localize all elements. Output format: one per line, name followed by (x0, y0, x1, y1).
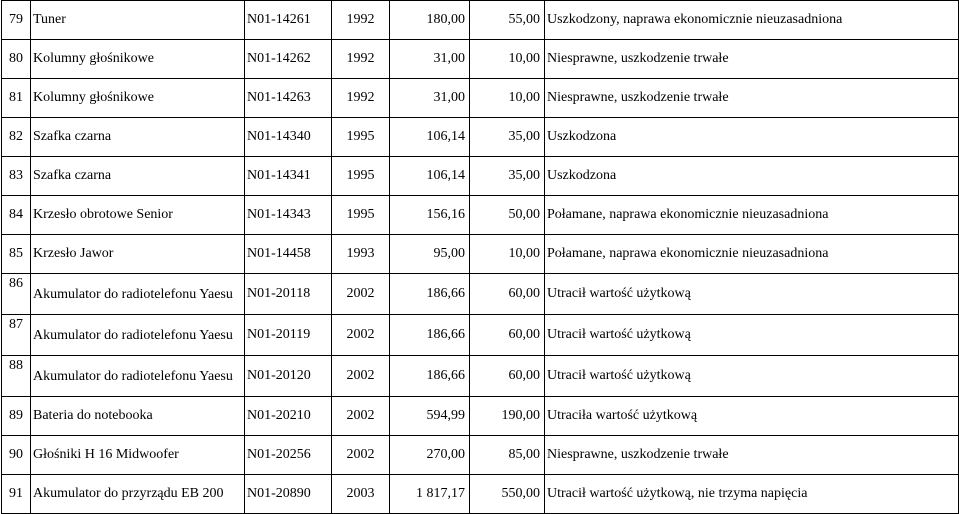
table-row (2, 397, 959, 436)
row-number-cell: 80 (2, 40, 31, 79)
current-value-cell: 55,00 (470, 1, 545, 40)
inventory-number-cell: N01-20120 (245, 356, 332, 397)
current-value-cell: 10,00 (470, 40, 545, 79)
table-row (2, 40, 959, 79)
table-row (2, 1, 959, 40)
row-number-cell: 82 (2, 118, 31, 157)
table-row (2, 118, 959, 157)
current-value-cell: 35,00 (470, 157, 545, 196)
current-value-cell: 60,00 (470, 274, 545, 315)
current-value-cell: 550,00 (470, 475, 545, 514)
item-name-cell: Kolumny głośnikowe (31, 40, 245, 79)
table-row (2, 157, 959, 196)
year-cell: 2002 (332, 397, 390, 436)
inventory-table (1, 0, 959, 514)
row-number-cell: 79 (2, 1, 31, 40)
year-cell: 2003 (332, 475, 390, 514)
status-cell: Uszkodzona (545, 118, 959, 157)
year-cell: 2002 (332, 356, 390, 397)
initial-value-cell: 31,00 (390, 40, 470, 79)
initial-value-cell: 186,66 (390, 356, 470, 397)
initial-value-cell: 95,00 (390, 235, 470, 274)
row-number-cell: 85 (2, 235, 31, 274)
current-value-cell: 35,00 (470, 118, 545, 157)
year-cell: 1992 (332, 40, 390, 79)
year-cell: 1992 (332, 79, 390, 118)
current-value-cell: 50,00 (470, 196, 545, 235)
initial-value-cell: 270,00 (390, 436, 470, 475)
row-number-cell: 87 (2, 315, 31, 356)
initial-value-cell: 1 817,17 (390, 475, 470, 514)
inventory-number-cell: N01-20210 (245, 397, 332, 436)
item-name-cell: Akumulator do przyrządu EB 200 (31, 475, 245, 514)
inventory-number-cell: N01-14341 (245, 157, 332, 196)
status-cell: Utracił wartość użytkową (545, 274, 959, 315)
initial-value-cell: 186,66 (390, 315, 470, 356)
table-row (2, 196, 959, 235)
row-number-cell: 86 (2, 274, 31, 315)
initial-value-cell: 594,99 (390, 397, 470, 436)
inventory-number-cell: N01-14261 (245, 1, 332, 40)
initial-value-cell: 106,14 (390, 157, 470, 196)
initial-value-cell: 31,00 (390, 79, 470, 118)
status-cell: Utraciła wartość użytkową (545, 397, 959, 436)
inventory-number-cell: N01-20890 (245, 475, 332, 514)
inventory-number-cell: N01-20118 (245, 274, 332, 315)
item-name-cell: Krzesło Jawor (31, 235, 245, 274)
inventory-number-cell: N01-14340 (245, 118, 332, 157)
table-row (2, 436, 959, 475)
status-cell: Uszkodzona (545, 157, 959, 196)
current-value-cell: 60,00 (470, 356, 545, 397)
inventory-number-cell: N01-14343 (245, 196, 332, 235)
row-number-cell: 91 (2, 475, 31, 514)
table-row (2, 356, 959, 397)
table-row (2, 79, 959, 118)
year-cell: 1992 (332, 1, 390, 40)
inventory-number-cell: N01-20119 (245, 315, 332, 356)
status-cell: Utracił wartość użytkową, nie trzyma napięcia (545, 475, 959, 514)
current-value-cell: 60,00 (470, 315, 545, 356)
year-cell: 1995 (332, 196, 390, 235)
initial-value-cell: 106,14 (390, 118, 470, 157)
status-cell: Niesprawne, uszkodzenie trwałe (545, 436, 959, 475)
row-number-cell: 84 (2, 196, 31, 235)
item-name-cell: Akumulator do radiotelefonu Yaesu (31, 356, 245, 397)
row-number-cell: 81 (2, 79, 31, 118)
item-name-cell: Akumulator do radiotelefonu Yaesu (31, 315, 245, 356)
item-name-cell: Bateria do notebooka (31, 397, 245, 436)
item-name-cell: Szafka czarna (31, 118, 245, 157)
status-cell: Niesprawne, uszkodzenie trwałe (545, 40, 959, 79)
initial-value-cell: 156,16 (390, 196, 470, 235)
item-name-cell: Szafka czarna (31, 157, 245, 196)
table-row (2, 235, 959, 274)
table-row (2, 274, 959, 315)
current-value-cell: 190,00 (470, 397, 545, 436)
year-cell: 2002 (332, 274, 390, 315)
year-cell: 2002 (332, 436, 390, 475)
status-cell: Połamane, naprawa ekonomicznie nieuzasadniona (545, 196, 959, 235)
row-number-cell: 88 (2, 356, 31, 397)
year-cell: 2002 (332, 315, 390, 356)
status-cell: Połamane, naprawa ekonomicznie nieuzasadniona (545, 235, 959, 274)
year-cell: 1995 (332, 157, 390, 196)
year-cell: 1995 (332, 118, 390, 157)
inventory-number-cell: N01-20256 (245, 436, 332, 475)
item-name-cell: Kolumny głośnikowe (31, 79, 245, 118)
row-number-cell: 83 (2, 157, 31, 196)
inventory-number-cell: N01-14262 (245, 40, 332, 79)
current-value-cell: 10,00 (470, 235, 545, 274)
initial-value-cell: 186,66 (390, 274, 470, 315)
table-row (2, 315, 959, 356)
current-value-cell: 10,00 (470, 79, 545, 118)
table-row (2, 475, 959, 514)
inventory-number-cell: N01-14263 (245, 79, 332, 118)
status-cell: Uszkodzony, naprawa ekonomicznie nieuzasadniona (545, 1, 959, 40)
inventory-number-cell: N01-14458 (245, 235, 332, 274)
row-number-cell: 89 (2, 397, 31, 436)
item-name-cell: Akumulator do radiotelefonu Yaesu (31, 274, 245, 315)
item-name-cell: Krzesło obrotowe Senior (31, 196, 245, 235)
status-cell: Utracił wartość użytkową (545, 315, 959, 356)
year-cell: 1993 (332, 235, 390, 274)
current-value-cell: 85,00 (470, 436, 545, 475)
item-name-cell: Głośniki H 16 Midwoofer (31, 436, 245, 475)
initial-value-cell: 180,00 (390, 1, 470, 40)
table-body (2, 1, 959, 514)
status-cell: Niesprawne, uszkodzenie trwałe (545, 79, 959, 118)
status-cell: Utracił wartość użytkową (545, 356, 959, 397)
row-number-cell: 90 (2, 436, 31, 475)
item-name-cell: Tuner (31, 1, 245, 40)
